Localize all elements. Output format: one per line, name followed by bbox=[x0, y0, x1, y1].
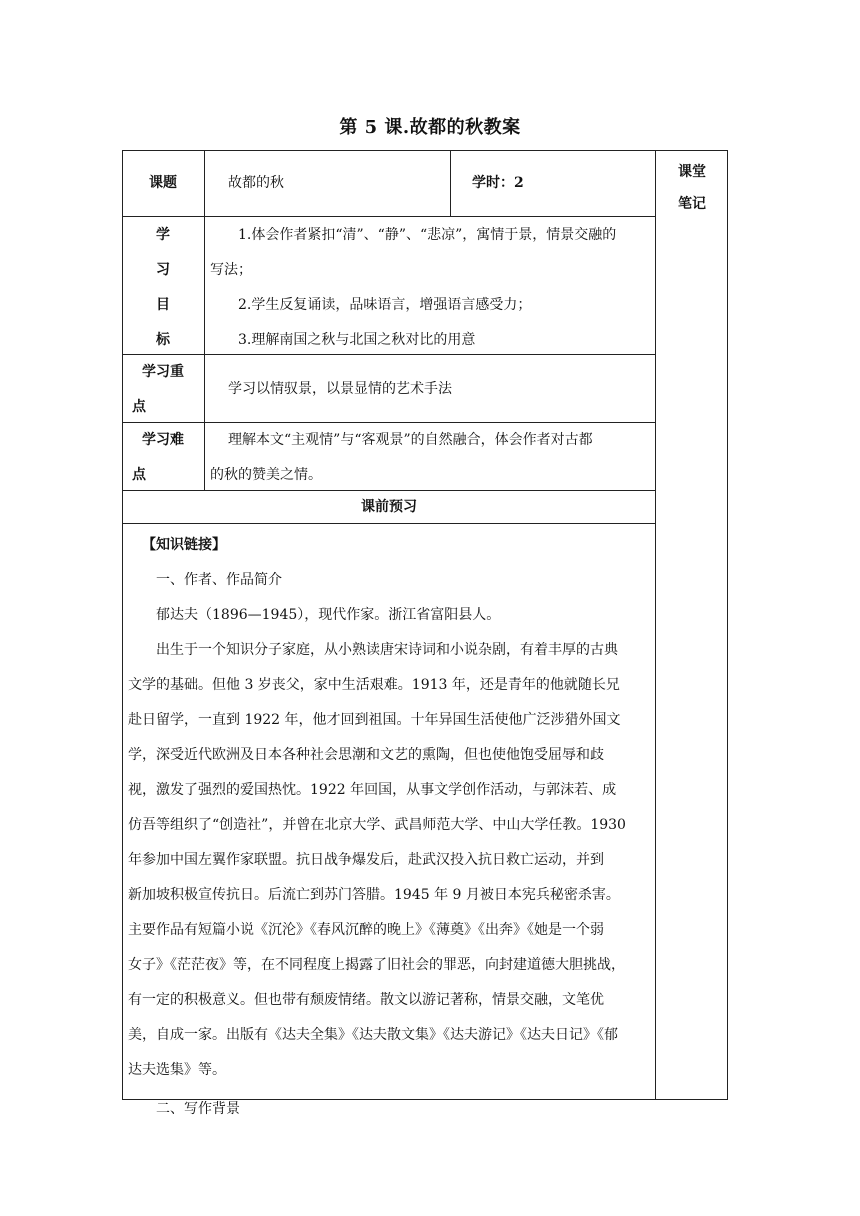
author-bio bbox=[128, 633, 650, 1088]
bio-line: 新加坡积极宣传抗日。后流亡到苏门答腊。1945 年 9 月被日本宪兵秘密杀害。 bbox=[128, 887, 620, 903]
difficulty-text bbox=[210, 423, 652, 493]
goals-label-char: 目 bbox=[156, 297, 170, 313]
hours-column-divider bbox=[450, 150, 451, 216]
bio-line: 主要作品有短篇小说《沉沦》《春风沉醉的晚上》《薄奠》《出奔》《她是一个弱 bbox=[128, 922, 604, 938]
preview-heading: 课前预习 bbox=[361, 499, 417, 515]
notes-column-divider bbox=[655, 150, 656, 1100]
difficulty-label-line: 学习难 bbox=[142, 432, 184, 448]
notes-label bbox=[662, 156, 722, 220]
section-heading: 二、写作背景 bbox=[156, 1101, 240, 1117]
bio-line: 文学的基础。但他 3 岁丧父，家中生活艰难。1913 年，还是青年的他就随长兄 bbox=[128, 677, 620, 693]
author-intro: 郁达夫（1896—1945），现代作家。浙江省富阳县人。 bbox=[156, 607, 501, 623]
bio-line: 女子》《茫茫夜》等，在不同程度上揭露了旧社会的罪恶，向封建道德大胆挑战， bbox=[128, 957, 625, 973]
focus-label-line: 点 bbox=[132, 399, 146, 415]
goal-item: 1.体会作者紧扣“清”、“静”、“悲凉”，寓情于景，情景交融的 bbox=[238, 227, 617, 243]
page-title: 第 5 课.故都的秋教案 bbox=[339, 117, 521, 138]
label-column-divider bbox=[204, 150, 205, 490]
bio-line: 美，自成一家。出版有《达夫全集》《达夫散文集》《达夫游记》《达夫日记》《郁 bbox=[128, 1027, 618, 1043]
topic-value: 故都的秋 bbox=[228, 175, 284, 191]
bio-line: 出生于一个知识分子家庭，从小熟读唐宋诗词和小说杂剧，有着丰厚的古典 bbox=[156, 642, 618, 658]
bio-line: 年参加中国左翼作家联盟。抗日战争爆发后，赴武汉投入抗日救亡运动，并到 bbox=[128, 852, 604, 868]
bio-line: 赴日留学，一直到 1922 年，他才回到祖国。十年异国生活使他广泛涉猎外国文 bbox=[128, 712, 621, 728]
table-border-top bbox=[122, 150, 728, 151]
row-divider bbox=[122, 523, 656, 524]
difficulty-label-line: 点 bbox=[132, 467, 146, 483]
preview-body bbox=[128, 528, 650, 1127]
row-divider bbox=[122, 216, 656, 217]
bio-line: 视，激发了强烈的爱国热忱。1922 年回国，从事文学创作活动，与郭沫若、成 bbox=[128, 782, 617, 798]
focus-text: 学习以情驭景，以景显情的艺术手法 bbox=[228, 381, 452, 397]
goals-label-char: 习 bbox=[156, 262, 170, 278]
goals-content bbox=[210, 218, 652, 358]
bio-line: 学，深受近代欧洲及日本各种社会思潮和文艺的熏陶，但也使他饱受屈辱和歧 bbox=[128, 747, 604, 763]
difficulty-text-line: 理解本文“主观情”与“客观景”的自然融合，体会作者对古都 bbox=[228, 432, 593, 448]
focus-label-line: 学习重 bbox=[142, 364, 184, 380]
goals-label bbox=[122, 218, 204, 358]
table-border-right bbox=[727, 150, 728, 1100]
bio-line: 达夫选集》等。 bbox=[128, 1062, 226, 1078]
notes-label-line: 课堂 bbox=[678, 164, 706, 180]
goal-item: 写法； bbox=[210, 262, 252, 278]
focus-label bbox=[122, 355, 204, 425]
knowledge-link-tag: 【知识链接】 bbox=[142, 537, 226, 553]
goals-label-char: 学 bbox=[156, 227, 170, 243]
section-heading: 一、作者、作品简介 bbox=[156, 572, 282, 588]
lesson-plan-table bbox=[122, 150, 728, 1117]
topic-label: 课题 bbox=[149, 175, 177, 191]
goal-item: 3.理解南国之秋与北国之秋对比的用意 bbox=[238, 332, 476, 348]
goals-label-char: 标 bbox=[156, 332, 170, 348]
goal-item: 2.学生反复诵读，品味语言，增强语言感受力； bbox=[238, 297, 532, 313]
bio-line: 仿吾等组织了“创造社”，并曾在北京大学、武昌师范大学、中山大学任教。1930 bbox=[128, 817, 626, 833]
difficulty-label bbox=[122, 423, 204, 493]
notes-label-line: 笔记 bbox=[678, 196, 706, 212]
hours-value: 学时：2 bbox=[472, 175, 524, 191]
difficulty-text-line: 的秋的赞美之情。 bbox=[210, 467, 322, 483]
bio-line: 有一定的积极意义。但也带有颓废情绪。散文以游记著称，情景交融，文笔优 bbox=[128, 992, 604, 1008]
